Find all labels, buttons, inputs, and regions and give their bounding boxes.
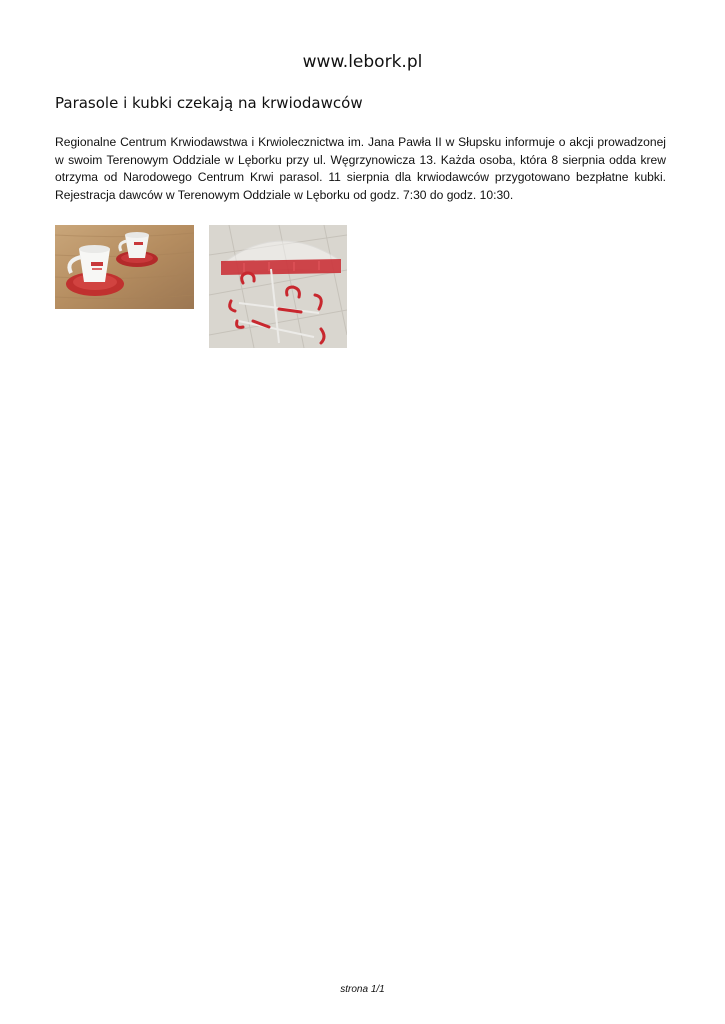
article-title: Parasole i kubki czekają na krwiodawców (55, 94, 363, 112)
article-body (55, 134, 666, 204)
umbrellas-photo (209, 225, 347, 348)
site-header: www.lebork.pl (302, 52, 423, 72)
article-paragraph: Regionalne Centrum Krwiodawstwa i Krwiolecznictwa im. Jana Pawła II w Słupsku informuje o akcji prowadzonej w swoim Terenowym Oddziale w Lęborku przy ul. Węgrzynowicza 13. Każda osoba, która 8 sierpnia odda krew otrzyma od Narodowego Centrum Krwi parasol. 11 sierpnia dla krwiodawców przygotowano bezpłatne kubki. Rejestracja dawców w Terenowym Oddziale w Lęborku od godz. 7:30 do godz. 10:30. (55, 135, 666, 202)
cups-photo (55, 225, 194, 309)
page-number: strona 1/1 (340, 984, 385, 995)
